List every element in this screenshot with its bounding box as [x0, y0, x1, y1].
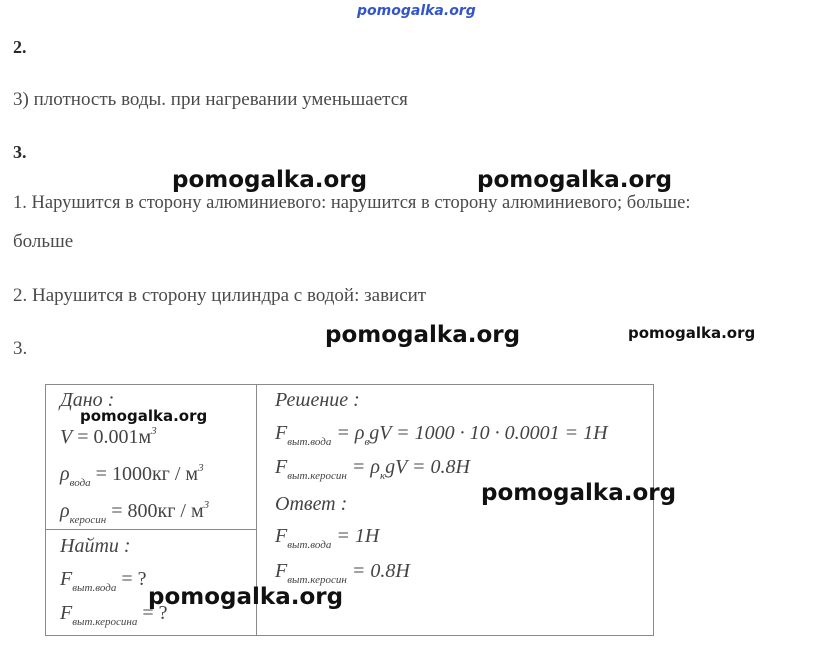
- volume-exponent: 3: [151, 425, 157, 437]
- question-2-answer: 3) плотность воды. при нагревании уменьшается: [13, 89, 408, 110]
- solution-equation-kerosene-mid: = ρ: [346, 456, 380, 478]
- density-kerosene-exponent: 3: [203, 499, 210, 511]
- find-force-water-subscript: выт.вода: [72, 582, 117, 594]
- solution-equation-kerosene-rho-subscript: к: [379, 470, 386, 482]
- answer-force-water: $F_{выт.вода} = 1H$: [275, 525, 380, 551]
- density-water-subscript: вода: [69, 477, 91, 489]
- question-3-item-1-line-1: 1. Нарушится в сторону алюминиевого: нарушится в сторону алюминиевого; больше:: [13, 193, 691, 213]
- solution-equation-water: $F_{выт.вода} = \rho_вgV = 1000 \cdot 10 \cdot 0.0001 = 1H$: [275, 422, 608, 448]
- solution-equation-water-rest: gV = 1000 · 10 · 0.0001 = 1H: [369, 422, 608, 444]
- volume-value: = 0.001м: [72, 426, 152, 448]
- answer-force-kerosene-rest: = 0.8H: [346, 560, 410, 582]
- given-density-kerosene: $\rho_{керосин} = 800кг / м^3$: [60, 499, 210, 526]
- find-force-kerosene: $F_{выт.керосина}$ = ?: [60, 602, 168, 628]
- find-force-water-rest: = ?: [116, 568, 147, 590]
- watermark: pomogalka.org: [477, 167, 673, 193]
- watermark: pomogalka.org: [148, 584, 344, 610]
- volume-symbol: V: [60, 426, 73, 448]
- solution-equation-kerosene-rest: gV = 0.8H: [385, 456, 470, 478]
- given-volume: [60, 425, 157, 449]
- given-header: Дано :: [60, 389, 115, 411]
- find-force-water: $F_{выт.вода}$ = ?: [60, 568, 147, 594]
- find-header: Найти :: [60, 535, 131, 557]
- watermark-top: pomogalka.org: [357, 3, 476, 19]
- find-force-kerosene-subscript: выт.керосина: [72, 616, 138, 628]
- solution-equation-water-subscript: выт.вода: [287, 436, 332, 448]
- watermark: pomogalka.org: [628, 324, 756, 342]
- given-density-water: $\rho_{вода} = 1000кг / м^3$: [60, 462, 204, 489]
- answer-force-kerosene: $F_{выт.керосин} = 0.8H$: [275, 560, 410, 586]
- density-kerosene-value: = 800кг / м: [106, 500, 204, 522]
- watermark: pomogalka.org: [172, 167, 368, 193]
- solution-equation-water-rho-subscript: в: [364, 436, 370, 448]
- density-water-exponent: 3: [198, 462, 204, 474]
- density-kerosene-subscript: керосин: [69, 514, 107, 526]
- answer-force-kerosene-subscript: выт.керосин: [287, 574, 347, 586]
- question-3-number: 3.: [13, 142, 27, 162]
- find-force-kerosene-rest: = ?: [137, 602, 168, 624]
- question-3-item-2: 2. Нарушится в сторону цилиндра с водой: зависит: [13, 285, 427, 306]
- watermark: pomogalka.org: [325, 322, 521, 348]
- table-horizontal-divider: [46, 529, 256, 530]
- solution-equation-kerosene-subscript: выт.керосин: [287, 470, 347, 482]
- solution-equation-kerosene: $F_{выт.керосин} = \rho_кgV = 0.8H$: [275, 456, 470, 482]
- answer-force-water-subscript: выт.вода: [287, 539, 332, 551]
- density-water-value: = 1000кг / м: [90, 463, 199, 485]
- solution-header: Решение :: [275, 389, 360, 411]
- solution-equation-water-mid: = ρ: [331, 422, 365, 444]
- watermark: pomogalka.org: [80, 407, 208, 425]
- question-3-item-3: 3.: [13, 338, 28, 359]
- question-3-item-1-line-2: больше: [13, 231, 74, 252]
- answer-force-water-rest: = 1H: [331, 525, 380, 547]
- answer-header: Ответ :: [275, 493, 348, 515]
- question-2-number: 2.: [13, 37, 27, 57]
- watermark: pomogalka.org: [481, 480, 677, 506]
